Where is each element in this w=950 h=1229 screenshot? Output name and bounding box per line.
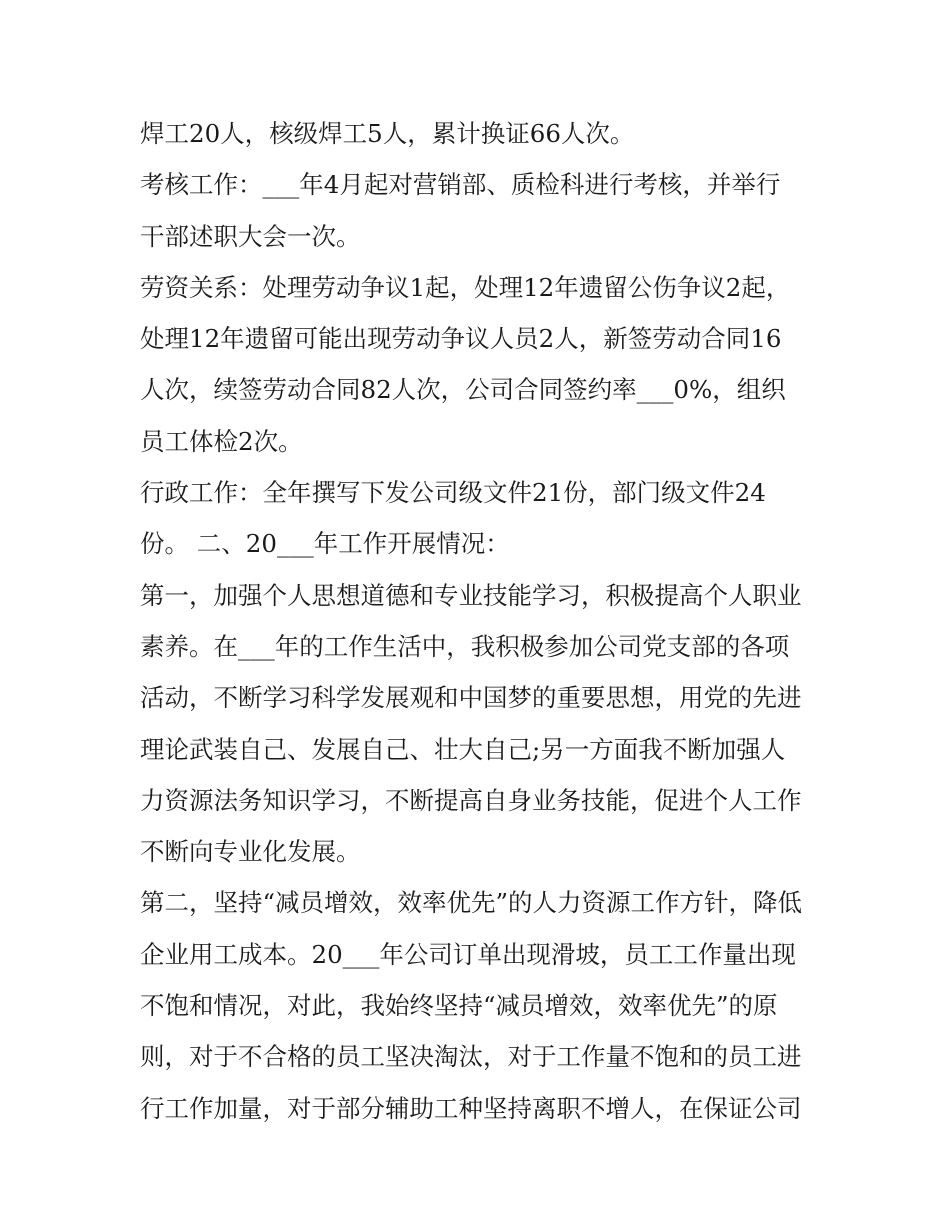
text-line: 企业用工成本。20___年公司订单出现滑坡，员工工作量出现 xyxy=(140,939,796,969)
text-line: 行政工作：全年撰写下发公司级文件21份，部门级文件24 xyxy=(140,478,766,508)
text-line: 干部述职大会一次。 xyxy=(140,221,361,251)
text-line: 第一，加强个人思想道德和专业技能学习，积极提高个人职业 xyxy=(140,580,802,610)
body-text xyxy=(140,108,820,1134)
text-line: 则，对于不合格的员工坚决淘汰，对于工作量不饱和的员工进 xyxy=(140,1042,802,1072)
text-line: 劳资关系：处理劳动争议1起，处理12年遗留公伤争议2起， xyxy=(140,272,791,302)
text-line: 第二，坚持“减员增效，效率优先”的人力资源工作方针，降低 xyxy=(140,888,803,918)
text-line: 员工体检2次。 xyxy=(140,426,303,456)
text-line: 不断向专业化发展。 xyxy=(140,837,361,867)
text-line: 理论武装自己、发展自己、壮大自己;另一方面我不断加强人 xyxy=(140,734,786,764)
text-line: 活动，不断学习科学发展观和中国梦的重要思想，用党的先进 xyxy=(140,683,802,713)
text-line: 力资源法务知识学习，不断提高自身业务技能，促进个人工作 xyxy=(140,785,802,815)
text-line: 不饱和情况，对此，我始终坚持“减员增效，效率优先”的原 xyxy=(140,991,778,1021)
text-line: 考核工作：___年4月起对营销部、质检科进行考核，并举行 xyxy=(140,170,781,200)
text-line: 人次，续签劳动合同82人次，公司合同签约率___0%，组织 xyxy=(140,375,786,405)
text-line: 份。 二、20___年工作开展情况： xyxy=(140,529,510,559)
text-line: 素养。在___年的工作生活中，我积极参加公司党支部的各项 xyxy=(140,631,790,661)
text-line: 焊工20人，核级焊工5人，累计换证66人次。 xyxy=(140,119,635,148)
text-line: 行工作加量，对于部分辅助工种坚持离职不增人，在保证公司 xyxy=(140,1093,802,1123)
text-line: 处理12年遗留可能出现劳动争议人员2人，新签劳动合同16 xyxy=(140,324,782,354)
